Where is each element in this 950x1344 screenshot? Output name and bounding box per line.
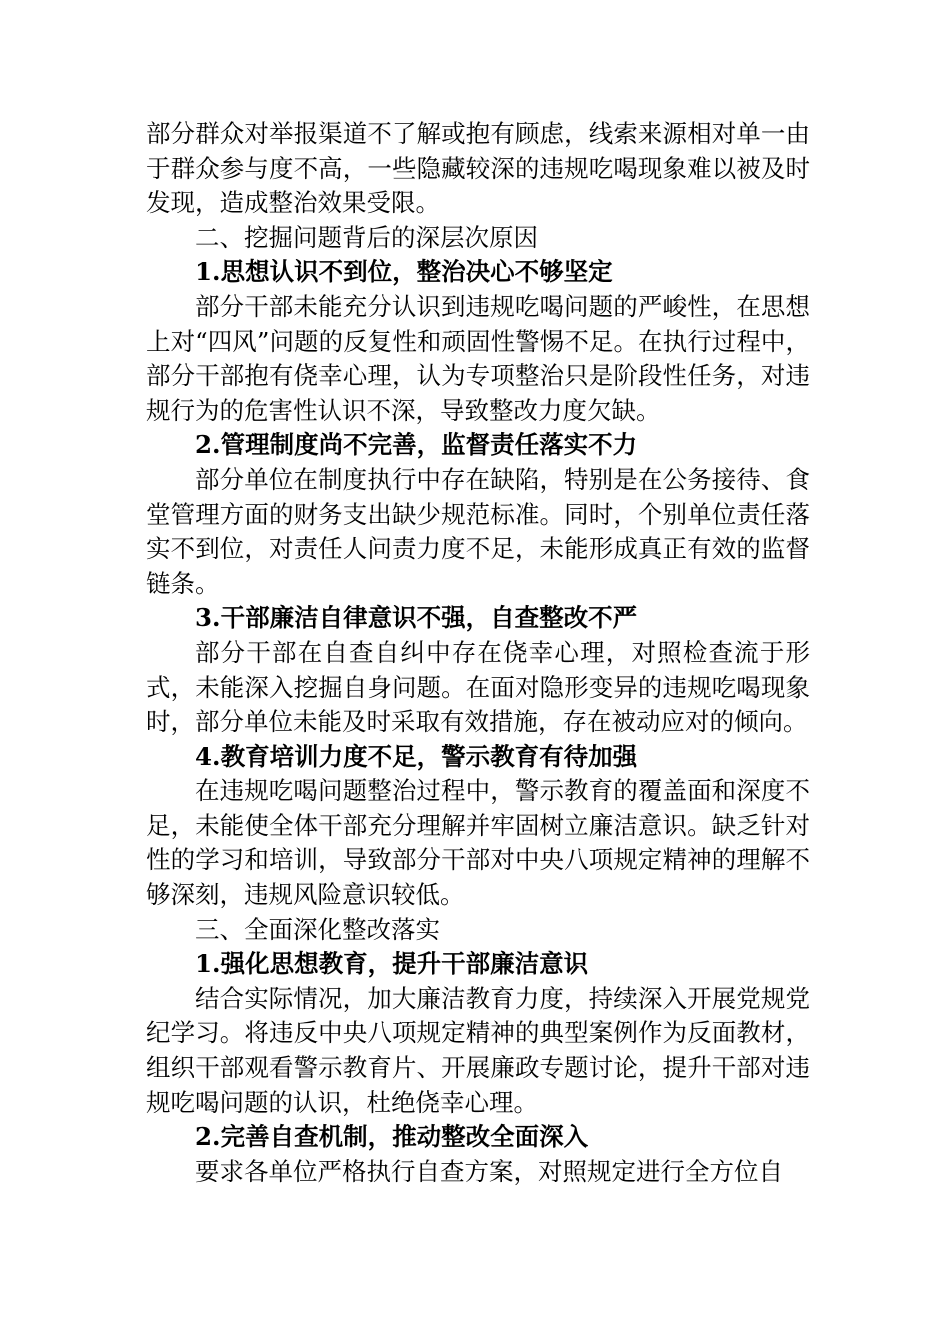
document-page xyxy=(146,117,810,1189)
section-heading: 三、全面深化整改落实 xyxy=(195,914,440,944)
body-paragraph: 部分干部未能充分认识到违规吃喝问题的严峻性，在思想上对“四风”问题的反复性和顽固性警惕不足。在执行过程中，部分干部抱有侥幸心理，认为专项整治只是阶段性任务，对违规行为的危害性认识不深，导致整改力度欠缺。 xyxy=(146,291,810,425)
body-paragraph: 部分干部在自查自纠中存在侥幸心理，对照检查流于形式，未能深入挖掘自身问题。在面对隐形变异的违规吃喝现象时，部分单位未能及时采取有效措施，存在被动应对的倾向。 xyxy=(146,637,810,737)
body-paragraph: 在违规吃喝问题整治过程中，警示教育的覆盖面和深度不足，未能使全体干部充分理解并牢固树立廉洁意识。缺乏针对性的学习和培训，导致部分干部对中央八项规定精神的理解不够深刻，违规风险意识较低。 xyxy=(146,776,810,910)
section-heading: 二、挖掘问题背后的深层次原因 xyxy=(195,222,538,252)
subsection-heading: 1.强化思想教育，提升干部廉洁意识 xyxy=(195,949,589,979)
subsection-heading: 3.干部廉洁自律意识不强，自查整改不严 xyxy=(195,603,638,633)
body-paragraph: 要求各单位严格执行自查方案，对照规定进行全方位自 xyxy=(195,1156,783,1186)
body-paragraph: 部分单位在制度执行中存在缺陷，特别是在公务接待、食堂管理方面的财务支出缺少规范标准。同时，个别单位责任落实不到位，对责任人问责力度不足，未能形成真正有效的监督链条。 xyxy=(146,464,810,598)
subsection-heading: 1.思想认识不到位，整治决心不够坚定 xyxy=(195,257,613,287)
subsection-heading: 4.教育培训力度不足，警示教育有待加强 xyxy=(195,741,638,771)
body-paragraph: 部分群众对举报渠道不了解或抱有顾虑，线索来源相对单一由于群众参与度不高，一些隐藏较深的违规吃喝现象难以被及时发现，造成整治效果受限。 xyxy=(146,119,810,218)
body-paragraph: 结合实际情况，加大廉洁教育力度，持续深入开展党规党纪学习。将违反中央八项规定精神的典型案例作为反面教材，组织干部观看警示教育片、开展廉政专题讨论，提升干部对违规吃喝问题的认识，杜绝侥幸心理。 xyxy=(146,983,810,1117)
subsection-heading: 2.完善自查机制，推动整改全面深入 xyxy=(195,1122,589,1152)
subsection-heading: 2.管理制度尚不完善，监督责任落实不力 xyxy=(195,430,638,460)
